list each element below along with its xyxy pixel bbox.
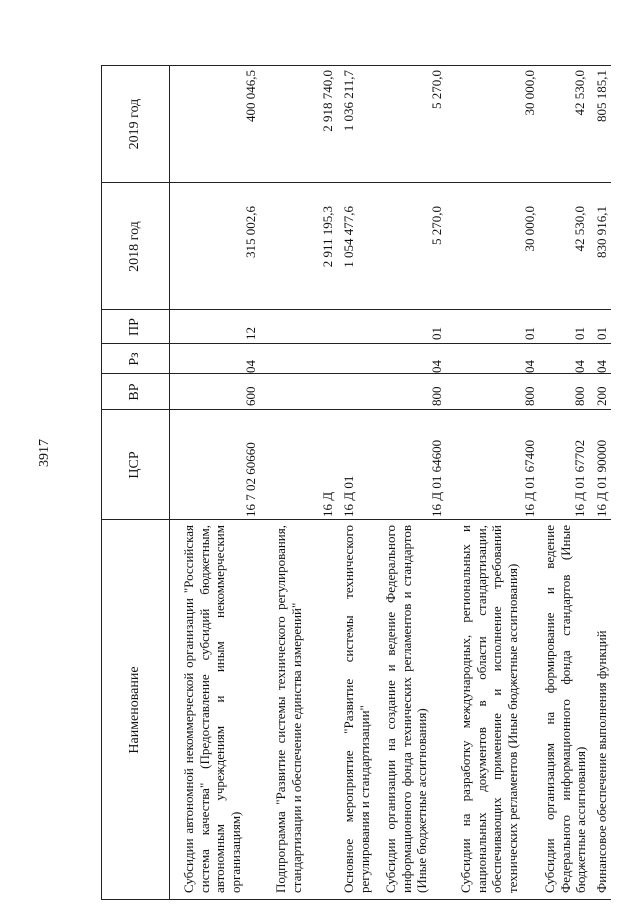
row-7-name: Финансовое обеспечение выполнения функций (594, 630, 609, 893)
header-bottom-border (169, 65, 170, 900)
column-divider (101, 519, 611, 520)
header-name: Наименование (127, 666, 143, 754)
column-divider (101, 182, 611, 183)
header-vr: ВР (127, 383, 143, 401)
row-6-vr: 800 (572, 386, 587, 406)
page-number: 3917 (37, 439, 52, 467)
row-5-2019: 30 000,0 (522, 70, 537, 116)
row-4-rz: 04 (429, 360, 444, 373)
row-3-name: Основное мероприятие "Развитие системы технического регулирования и стандартизации" (341, 525, 372, 893)
header-rz: Рз (127, 352, 143, 366)
row-3-csr: 16 Д 01 (341, 475, 356, 517)
row-7-rz: 04 (594, 360, 609, 373)
row-7-vr: 200 (594, 386, 609, 406)
row-4-name: Субсидии организации на создание и ведение Федерального информационного фонда технических регламентов и стандартов (Иные бюджетные ассигнования) (383, 525, 429, 893)
row-4-csr: 16 Д 01 64600 (429, 439, 444, 517)
header-2018: 2018 год (127, 221, 143, 272)
row-5-vr: 800 (522, 386, 537, 406)
row-4-2019: 5 270,0 (429, 70, 444, 109)
header-csr: ЦСР (127, 451, 143, 479)
row-1-csr: 16 7 02 60660 (243, 442, 258, 517)
row-1-2018: 315 002,6 (243, 206, 258, 258)
row-6-name: Субсидии организациям на формирование и ведение Федерального информационного фонда стандартов (Иные бюджетные ассигнования) (542, 525, 588, 893)
row-6-2019: 42 530,0 (572, 70, 587, 116)
column-divider (101, 343, 611, 344)
column-divider (101, 373, 611, 374)
row-7-2018: 830 916,1 (594, 206, 609, 258)
row-2-2018: 2 911 195,3 (320, 206, 335, 268)
row-6-2018: 42 530,0 (572, 206, 587, 252)
row-5-pr: 01 (522, 327, 537, 340)
row-6-pr: 01 (572, 327, 587, 340)
row-4-pr: 01 (429, 327, 444, 340)
row-1-rz: 04 (243, 360, 258, 373)
row-7-csr: 16 Д 01 90000 (594, 439, 609, 517)
row-5-csr: 16 Д 01 67400 (522, 439, 537, 517)
row-2-csr: 16 Д (320, 491, 335, 517)
row-1-2019: 400 046,5 (243, 70, 258, 122)
header-pr: ПР (127, 318, 143, 336)
table-right-border (101, 65, 611, 66)
table-left-border (101, 899, 611, 900)
row-3-2018: 1 054 477,6 (341, 206, 356, 268)
row-5-rz: 04 (522, 360, 537, 373)
column-divider (101, 309, 611, 310)
row-1-vr: 600 (243, 386, 258, 406)
row-6-rz: 04 (572, 360, 587, 373)
row-2-2019: 2 918 740,0 (320, 70, 335, 132)
row-7-2019: 805 185,1 (594, 70, 609, 122)
row-5-name: Субсидии на разработку международных, региональных и национальных документов в области стандартизации, обеспечивающих применение и исполнение требований технических регламентов (Иные бюджетные ассигнования) (458, 525, 520, 893)
budget-table (101, 65, 611, 900)
row-5-2018: 30 000,0 (522, 206, 537, 252)
column-divider (101, 409, 611, 410)
row-2-name: Подпрограмма "Развитие системы технического регулирования, стандартизации и обеспечение единства измерений" (273, 525, 304, 893)
row-7-pr: 01 (594, 327, 609, 340)
table-top-border (101, 65, 102, 900)
row-1-name: Субсидии автономной некоммерческой организации "Российская система качества" (Предоставление субсидий бюджетным, автономным учреждениям и иным некоммерческим организациям) (181, 525, 243, 893)
row-4-vr: 800 (429, 386, 444, 406)
header-2019: 2019 год (127, 98, 143, 150)
row-4-2018: 5 270,0 (429, 206, 444, 245)
row-3-2019: 1 036 211,7 (341, 70, 356, 132)
rotated-page (101, 65, 611, 900)
row-1-pr: 12 (243, 327, 258, 340)
row-6-csr: 16 Д 01 67702 (572, 439, 587, 517)
